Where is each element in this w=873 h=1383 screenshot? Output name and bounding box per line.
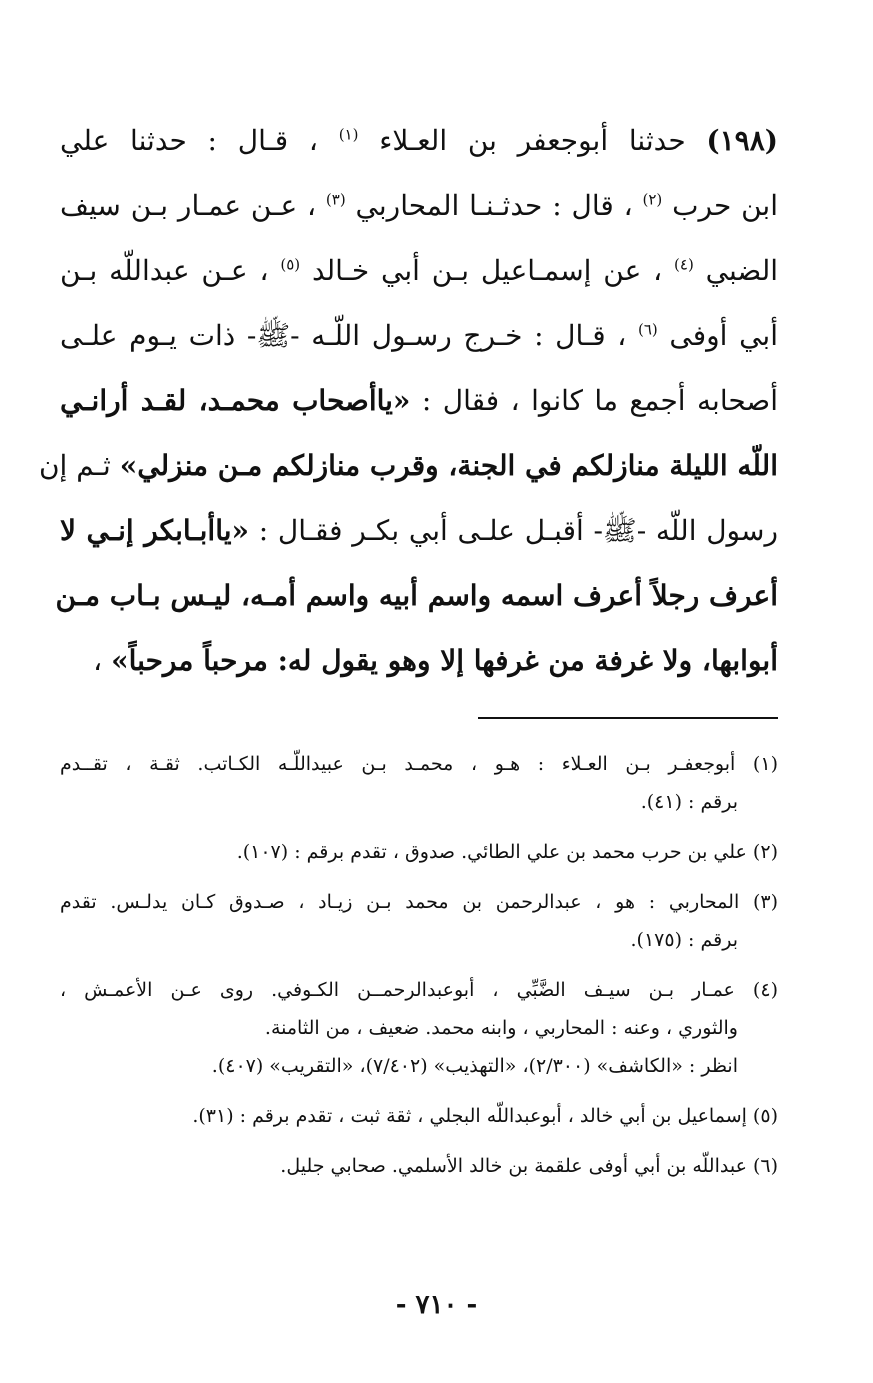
footnote-ref: (٢): [642, 190, 663, 209]
footnote-line: برقم : (١٧٥).: [630, 929, 738, 951]
text-segment: ، عن إسمـاعيل بـن أبي خـالد: [300, 254, 675, 287]
footnote-line: (٢) علي بن حرب محمد بن علي الطائي. صدوق ، تقدم برقم : (١٠٧).: [236, 841, 778, 863]
text-line: [60, 173, 778, 238]
text-line: [55, 563, 778, 628]
text-segment: ، قال : حدثـنـا المحاربي: [345, 189, 643, 222]
text-segment: «ياأصحاب محمـد، لقـد أرانـي: [60, 384, 411, 417]
text-segment: ، قـال : خـرج رسـول اللّـه -ﷺ- ذات يـوم علـى: [60, 319, 638, 352]
footnotes-section: [60, 745, 778, 1197]
footnote-item: [60, 833, 778, 871]
footnote-divider: [478, 717, 778, 719]
text-segment: أبي أوفى: [657, 319, 778, 352]
text-line: [60, 108, 778, 173]
footnote-line: (٣) المحاربي : هو ، عبدالرحمن بن محمد بـن زيـاد ، صـدوق كـان يدلـس. تقدم: [60, 891, 778, 913]
text-line: [60, 238, 778, 303]
text-segment: حدثنا أبوجعفر بن العـلاء: [358, 124, 707, 157]
footnote-line: (٦) عبداللّه بن أبي أوفى علقمة بن خالد الأسلمي. صحابي جليل.: [280, 1155, 778, 1177]
footnote-line: (٤) عمـار بـن سيـف الضَّبِّي ، أبوعبدالرحمــن الكـوفي. روى عـن الأعمـش ،: [60, 979, 778, 1001]
text-line: [38, 433, 778, 498]
footnote-item: [60, 883, 778, 959]
text-segment: أصحابه أجمع ما كانوا ، فقال :: [410, 384, 778, 417]
text-line: [60, 368, 778, 433]
text-segment: ، عـن عمـار بـن سيف: [60, 189, 326, 222]
footnote-ref: (٤): [674, 255, 694, 274]
footnote-ref: (١): [338, 125, 359, 144]
text-segment: أبوابها، ولا غرفة من غرفها إلا وهو يقول له: مرحباً مرحباً»: [111, 644, 778, 677]
footnote-item: [60, 1097, 778, 1135]
footnote-line: (١) أبوجعفـر بـن العـلاء : هـو ، محمـد بـن عبيداللّـه الكـاتب. ثقـة ، تقــدم: [60, 753, 778, 775]
text-segment: الضبي: [693, 254, 779, 287]
text-line: [60, 628, 778, 693]
text-segment: رسول اللّه -ﷺ- أقبـل علـى أبي بكـر فقـال :: [249, 514, 778, 547]
page-number: - ٧١٠ -: [395, 1290, 478, 1320]
text-segment: ، قـال : حدثنا علي: [60, 124, 339, 157]
hadith-paragraph: [38, 108, 779, 693]
text-segment: ، عـن عبداللّه بـن: [60, 254, 281, 287]
main-text-block: [38, 108, 779, 693]
footnote-line: انظر : «الكاشف» (٢/٣٠٠)، «التهذيب» (٧/٤٠٢)، «التقريب» (٤٠٧).: [211, 1055, 738, 1077]
footnote-ref: (٣): [325, 190, 346, 209]
footnote-ref: (٥): [280, 255, 301, 274]
text-line: [60, 498, 778, 563]
text-segment: ابن حرب: [662, 189, 778, 222]
footnote-line: برقم : (٤١).: [640, 791, 738, 813]
text-segment: ،: [93, 644, 112, 677]
footnote-item: [60, 745, 778, 821]
text-segment: أعرف رجلاً أعرف اسمه واسم أبيه واسم أمـه، ليـس بـاب مـن: [55, 579, 778, 612]
footnote-ref: (٦): [637, 320, 658, 339]
footnote-line: (٥) إسماعيل بن أبي خالد ، أبوعبداللّه البجلي ، ثقة ثبت ، تقدم برقم : (٣١).: [192, 1105, 778, 1127]
footnote-item: [60, 971, 778, 1085]
footnote-item: [60, 1147, 778, 1185]
text-segment: اللّه الليلة منازلكم في الجنة، وقرب منازلكم مـن منزلي»: [119, 449, 778, 482]
footnote-line: والثوري ، وعنه : المحاربي ، وابنه محمد. ضعيف ، من الثامنة.: [264, 1017, 738, 1039]
text-segment: «ياأبـابكر إنـي لا: [60, 514, 250, 547]
text-segment: ثـم إن: [38, 449, 120, 482]
text-line: [60, 303, 778, 368]
text-segment: (١٩٨): [706, 124, 778, 157]
